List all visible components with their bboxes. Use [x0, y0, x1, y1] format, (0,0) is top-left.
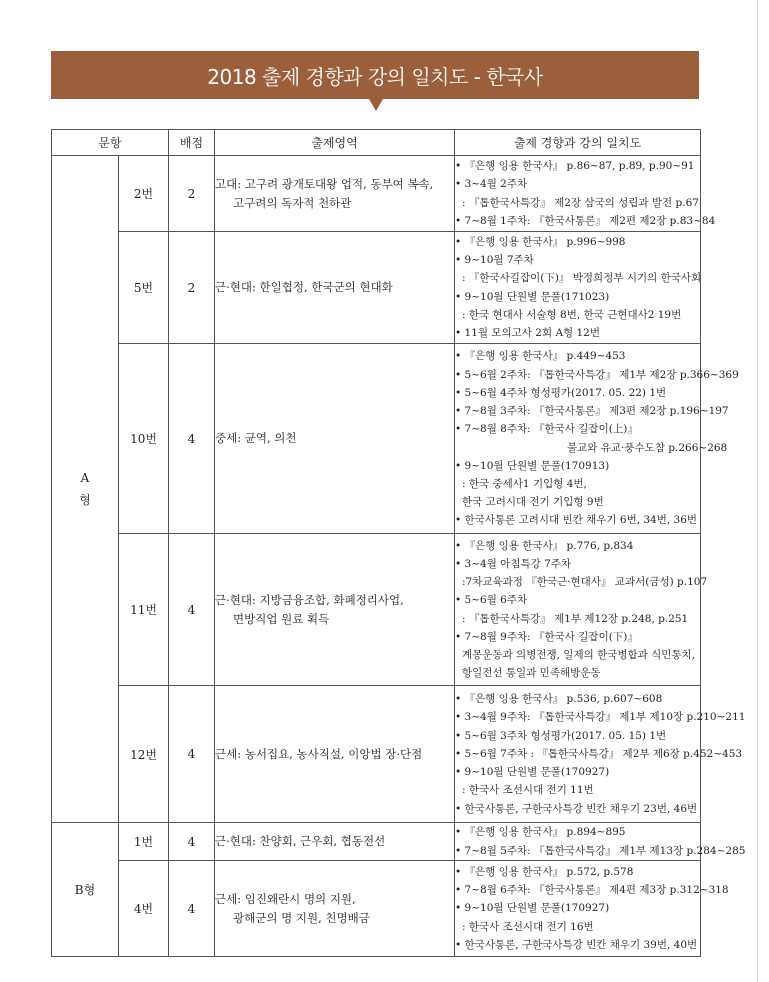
match-line: • 7~8월 8주차: 『한국사 길잡이(上)』	[455, 423, 638, 436]
table-row	[52, 534, 701, 686]
area-line: 근세: 임진왜란시 명의 지원,	[215, 891, 356, 906]
table-row	[52, 823, 701, 861]
match-line: • 한국사통론, 구한국사특강 빈칸 채우기 39번, 40번	[455, 938, 698, 951]
question-area	[215, 156, 455, 232]
match-line: • 9~10월 단원별 문풀(170913)	[455, 459, 610, 472]
area-line: 중세: 균역, 의천	[215, 431, 297, 445]
match-line: • 5~6월 6주차	[455, 594, 528, 607]
area-line: 근·현대: 한일협정, 한국군의 현대화	[215, 280, 393, 294]
question-number: 1번	[119, 823, 169, 861]
match-line: • 3~4월 9주차: 『톱한국사특강』 제1부 제10장 p.210~211	[455, 711, 746, 724]
match-cell	[455, 232, 701, 344]
page-edge-rule	[757, 0, 758, 982]
match-line: • 『은행 잉용 한국사』 p.996~998	[455, 235, 626, 248]
area-line: 근세: 농서집요, 농사직설, 이앙법 장·단점	[215, 746, 423, 761]
header-area: 출제영역	[215, 130, 455, 156]
match-line: • 『은행 잉용 한국사』 p.572, p.578	[455, 865, 634, 878]
type-a-label	[52, 156, 119, 823]
header-score: 배점	[169, 130, 215, 156]
match-line: • 5~6월 3주차 형성평가(2017. 05. 15) 1번	[455, 729, 667, 742]
area-line: 근·현대: 지방금융조합, 화폐정리사업,	[215, 592, 404, 607]
question-score: 2	[169, 232, 215, 344]
match-line: • 『은행 잉용 한국사』 p.86~87, p.89, p.90~91	[455, 160, 695, 173]
table-row	[52, 686, 701, 823]
question-score: 4	[169, 534, 215, 686]
question-number: 10번	[119, 344, 169, 534]
table-header-row	[52, 130, 701, 156]
match-line: : 한국 중세사1 기입형 4번,	[462, 477, 587, 490]
match-line: : 한국 현대사 서술형 8번, 한국 근현대사2 19번	[462, 308, 682, 321]
area-line: 근·현대: 찬양회, 근우회, 협동전선	[215, 834, 386, 848]
table-row	[52, 156, 701, 232]
match-cell	[455, 823, 746, 861]
match-cell	[455, 534, 708, 686]
table-row	[52, 344, 701, 534]
match-line: • 11월 모의고사 2회 A형 12번	[455, 326, 601, 339]
area-line: 광해군의 명 지원, 친명배금	[233, 910, 370, 925]
match-cell	[455, 156, 716, 232]
area-line: 고구려의 독자적 천하관	[233, 195, 352, 210]
match-line: : 『한국사길잡이(下)』 박정희정부 시기의 한국사회	[462, 272, 702, 285]
match-line: • 7~8월 6주차: 『한국사통론』 제4편 제3장 p.312~318	[455, 884, 729, 897]
question-score: 4	[169, 344, 215, 534]
match-line: 불교와 유교·풍수도참 p.266~268	[567, 441, 728, 454]
type-a-suffix: 형	[79, 493, 91, 507]
match-line: • 9~10월 단원별 문풀(170927)	[455, 766, 610, 779]
match-cell	[455, 861, 729, 957]
match-line: • 한국사통론, 구한국사특강 빈칸 채우기 23번, 46번	[455, 802, 698, 815]
question-area	[215, 344, 455, 534]
question-number: 2번	[119, 156, 169, 232]
question-area	[215, 534, 455, 686]
question-area	[215, 823, 455, 861]
area-line: 면방직업 원료 획득	[233, 611, 330, 626]
header-match: 출제 경향과 강의 일치도	[455, 130, 701, 156]
match-line: : 한국사 조선시대 전기 11번	[462, 784, 594, 797]
question-area	[215, 861, 455, 957]
area-line: 고대: 고구려 광개토대왕 업적, 동부여 복속,	[215, 176, 434, 191]
match-line: • 『은행 잉용 한국사』 p.776, p.834	[455, 539, 634, 552]
table-row	[52, 232, 701, 344]
match-line: • 7~8월 9주차: 『한국사 길잡이(下)』	[455, 630, 638, 643]
table-row	[52, 861, 701, 957]
question-number: 11번	[119, 534, 169, 686]
header-question: 문항	[52, 130, 169, 156]
match-line: • 한국사통론 고려시대 빈칸 채우기 6번, 34번, 36번	[455, 514, 698, 527]
question-area	[215, 232, 455, 344]
match-line: • 5~6월 7주차 : 『톱한국사특강』 제2부 제6장 p.452~453	[455, 747, 743, 760]
type-b-label: B형	[52, 823, 119, 957]
type-a-letter: A	[80, 471, 90, 485]
match-line: • 9~10월 단원별 문풀(170927)	[455, 902, 610, 915]
match-line: • 7~8월 1주차: 『한국사통론』 제2편 제2장 p.83~84	[455, 214, 716, 227]
question-score: 4	[169, 823, 215, 861]
match-line: : 『톱한국사특강』 제1부 제12장 p.248, p.251	[462, 612, 689, 625]
question-score: 2	[169, 156, 215, 232]
match-line: • 『은행 잉용 한국사』 p.449~453	[455, 350, 626, 363]
match-line: : 한국사 조선시대 전기 16번	[462, 920, 594, 933]
title-banner	[51, 51, 699, 99]
question-number: 5번	[119, 232, 169, 344]
question-area	[215, 686, 455, 823]
question-number: 12번	[119, 686, 169, 823]
match-line: 한국 고려시대 전기 기입형 9번	[462, 496, 604, 509]
match-line: 계몽운동과 의병전쟁, 일제의 한국병합과 식민통치,	[462, 648, 696, 661]
match-line: • 9~10월 7주차	[455, 254, 534, 267]
match-line: 항일전선 통일과 민족해방운동	[462, 667, 601, 680]
match-line: • 7~8월 5주차: 『톱한국사특강』 제1부 제13장 p.284~285	[455, 844, 746, 857]
match-line: • 3~4월 2주차	[455, 178, 528, 191]
match-line: • 5~6월 2주차: 『톱한국사특강』 제1부 제2장 p.366~369	[455, 368, 739, 381]
match-line: : 『톱한국사특강』 제2장 삼국의 성립과 발전 p.67	[462, 196, 699, 209]
match-cell	[455, 686, 746, 823]
match-line: • 7~8월 3주차: 『한국사통론』 제3편 제2장 p.196~197	[455, 405, 729, 418]
match-line: • 5~6월 4주차 형성평가(2017. 05. 22) 1번	[455, 386, 667, 399]
question-score: 4	[169, 861, 215, 957]
match-line: • 3~4월 아침특강 7주차	[455, 557, 572, 570]
exam-analysis-table	[51, 129, 746, 957]
match-line: • 9~10월 단원별 문풀(171023)	[455, 290, 610, 303]
question-score: 4	[169, 686, 215, 823]
match-line: • 『은행 잉용 한국사』 p.894~895	[455, 826, 626, 839]
banner-pointer	[369, 99, 383, 111]
page-title: 2018 출제 경향과 강의 일치도 - 한국사	[207, 64, 543, 89]
match-line: :7차교육과정 『한국근·현대사』 교과서(금성) p.107	[462, 576, 708, 589]
question-number: 4번	[119, 861, 169, 957]
match-cell	[455, 344, 739, 534]
match-line: • 『은행 잉용 한국사』 p.536, p.607~608	[455, 693, 663, 706]
